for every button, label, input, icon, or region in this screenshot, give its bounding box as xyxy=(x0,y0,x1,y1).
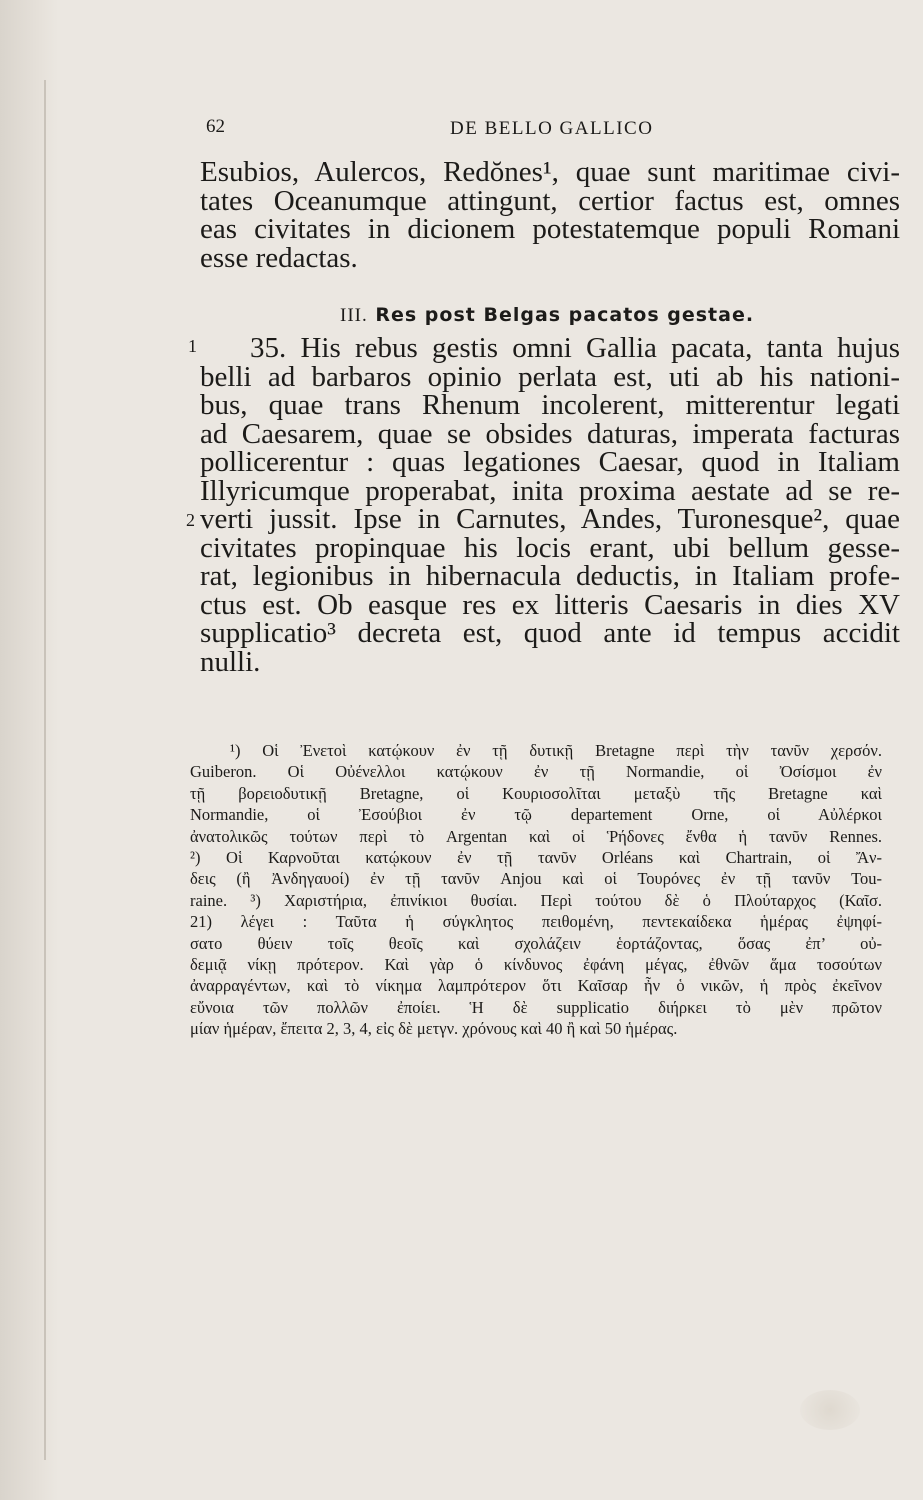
intro-paragraph xyxy=(200,158,900,272)
footnote-line: μίαν ἡμέραν, ἔπειτα 2, 3, 4, εἰς δὲ μετγν. χρόνους καὶ 40 ἢ καὶ 50 ἡμέρας. xyxy=(190,1019,678,1039)
text-line: verti jussit. Ipse in Carnutes, Andes, Turonesque², quae xyxy=(200,503,900,535)
text-line: rat, legionibus in hibernacula deductis, in Italiam profe- xyxy=(200,560,900,592)
text-line: belli ad barbaros opinio perlata est, uti ab his nationi- xyxy=(200,360,900,393)
section-heading xyxy=(340,304,754,327)
footnote-line: ¹) Οἱ Ἐνετοὶ κατῴκουν ἐν τῇ δυτικῇ Bretagne περὶ τὴν τανῦν χερσόν. xyxy=(230,741,882,760)
footnote-line: τῇ βορειοδυτικῇ Bretagne, οἱ Κουριοσολῖται μεταξὺ τῆς Bretagne καὶ xyxy=(190,783,882,803)
text-line: ad Caesarem, quae se obsides daturas, imperata facturas xyxy=(200,417,900,450)
text-line: supplicatio³ decreta est, quod ante id tempus accidit xyxy=(200,617,900,649)
text-line: pollicerentur : quas legationes Caesar, quod in Italiam xyxy=(200,446,900,478)
text-line: eas civitates in dicionem potestatemque populi Romani xyxy=(200,213,900,245)
footnote-line: ἀναρραγέντων, καὶ τὸ νίκημα λαμπρότερον ὅτι Καῖσαρ ἦν ὁ νικῶν, ἡ πρὸς ἐκεῖνον xyxy=(190,976,882,996)
margin-number: 2 xyxy=(186,510,195,530)
footnote-line: σατο θύειν τοῖς θεοῖς καὶ σχολάζειν ἑορτάζοντας, ὅσας ἐπ’ οὐ- xyxy=(190,933,882,953)
text-line: ctus est. Ob easque res ex litteris Caesaris in dies XV xyxy=(200,588,900,621)
footnote-line: ²) Οἱ Καρνοῦται κατῴκουν ἐν τῇ τανῦν Orléans καὶ Chartrain, οἱ Ἄν- xyxy=(190,848,882,868)
running-title: DE BELLO GALLICO xyxy=(450,118,654,139)
binding-line xyxy=(44,80,46,1460)
footnotes xyxy=(190,740,882,1040)
footnote-line: εὔνοια τῶν πολλῶν ἐποίει. Ἡ δὲ supplicatio διήρκει τὸ μὲν πρῶτον xyxy=(190,997,882,1017)
text-line: Esubios, Aulercos, Redŏnes¹, quae sunt maritimae civi- xyxy=(200,156,900,188)
text-line: Illyricumque properabat, inita proxima aestate ad se re- xyxy=(200,474,900,507)
footnote-line: ἀνατολικῶς τούτων περὶ τὸ Argentan καὶ οἱ Ῥήδονες ἔνθα ἡ τανῦν Rennes. xyxy=(190,826,882,846)
footnote-line: δεμιᾷ νίκῃ πρότερον. Καὶ γὰρ ὁ κίνδυνος ἐφάνη μέγας, ἐθνῶν ἅμα τοσούτων xyxy=(190,955,882,975)
text-line: 35. His rebus gestis omni Gallia pacata, tanta hujus xyxy=(250,332,900,364)
page-binding-edge xyxy=(0,0,58,1500)
section-number: III. xyxy=(340,305,368,326)
text-line: tates Oceanumque attingunt, certior factus est, omnes xyxy=(200,184,900,217)
footnote-line: 21) λέγει : Ταῦτα ἡ σύγκλητος πειθομένη, πεντεκαίδεκα ἡμέρας ἐψηφί- xyxy=(190,912,882,932)
text-line: civitates propinquae his locis erant, ubi bellum gesse- xyxy=(200,531,900,564)
footnote-line: δεις (ἢ Ἀνδηγαυοί) ἐν τῇ τανῦν Anjou καὶ οἱ Τουρόνες ἐν τῇ τανῦν Tou- xyxy=(190,869,882,889)
margin-number: 1 xyxy=(188,336,197,356)
paper-stain xyxy=(800,1390,860,1430)
footnote-line: Guiberon. Οἱ Οὐένελλοι κατῴκουν ἐν τῇ Normandie, οἱ Ὀσίσμοι ἐν xyxy=(190,762,882,782)
text-line: esse redactas. xyxy=(200,241,358,274)
page-number: 62 xyxy=(206,116,225,137)
footnote-line: Normandie, οἱ Ἐσούβιοι ἐν τῷ departement Orne, οἱ Αὐλέρκοι xyxy=(190,805,882,825)
text-line: bus, quae trans Rhenum incolerent, mitterentur legati xyxy=(200,389,900,421)
footnote-line: raine. ³) Χαριστήρια, ἐπινίκιοι θυσίαι. Περὶ τούτου δὲ ὁ Πλούταρχος (Καῖσ. xyxy=(190,890,882,910)
chapter-35-paragraph xyxy=(200,334,900,676)
section-title: Res post Belgas pacatos gestae. xyxy=(375,304,755,326)
text-line: nulli. xyxy=(200,645,261,678)
